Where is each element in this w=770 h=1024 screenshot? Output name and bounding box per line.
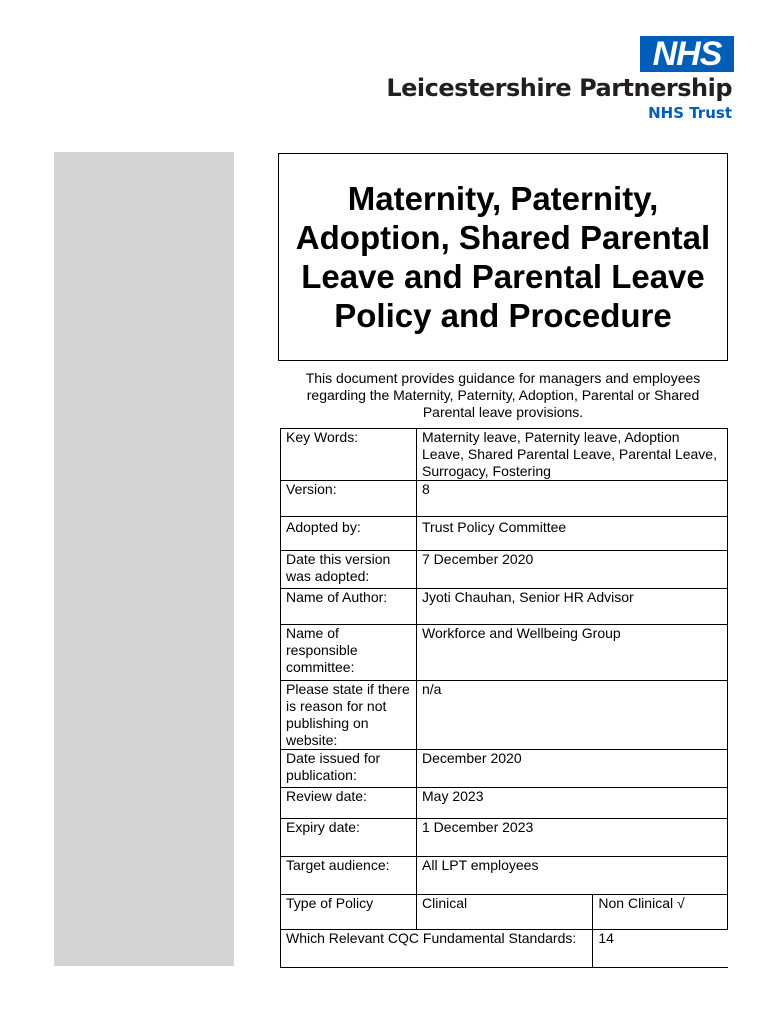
table-row [281,895,728,930]
table-row [281,930,728,968]
reason-label: Please state if there is reason for not publishing on website: [281,681,417,750]
reason-value: n/a [417,681,728,750]
expiry-value: 1 December 2023 [417,819,728,857]
key-words-label: Key Words: [281,429,417,481]
author-value: Jyoti Chauhan, Senior HR Advisor [417,589,728,625]
committee-label: Name of responsible committee: [281,625,417,681]
metadata-table [280,428,728,968]
version-label: Version: [281,481,417,517]
review-value: May 2023 [417,788,728,819]
intro-text: This document provides guidance for managers and employees regarding the Maternity, Paternity, Adoption, Parental or Shared Parental leave provisions. [305,370,701,420]
table-row [281,551,728,589]
policy-clinical: Clinical [417,895,593,930]
table-row [281,481,728,517]
table-row [281,857,728,895]
author-label: Name of Author: [281,589,417,625]
title-box [278,153,728,361]
table-row [281,429,728,481]
key-words-value: Maternity leave, Paternity leave, Adoption Leave, Shared Parental Leave, Parental Leave, Surrogacy, Fostering [417,429,728,481]
adopted-by-label: Adopted by: [281,517,417,551]
table-row [281,788,728,819]
cqc-label: Which Relevant CQC Fundamental Standards: [281,930,593,968]
table-row [281,625,728,681]
table-row [281,589,728,625]
table-row [281,517,728,551]
date-adopted-value: 7 December 2020 [417,551,728,589]
version-value: 8 [417,481,728,517]
org-subtitle: NHS Trust [648,104,732,122]
table-row [281,681,728,750]
nhs-logo: NHS [640,36,734,72]
table-row [281,819,728,857]
committee-value: Workforce and Wellbeing Group [417,625,728,681]
expiry-label: Expiry date: [281,819,417,857]
org-name: Leicestershire Partnership [386,74,732,102]
adopted-by-value: Trust Policy Committee [417,517,728,551]
document-title: Maternity, Paternity, Adoption, Shared Parental Leave and Parental Leave Policy and Procedure [295,180,711,334]
issued-label: Date issued for publication: [281,750,417,788]
table-row [281,750,728,788]
audience-value: All LPT employees [417,857,728,895]
issued-value: December 2020 [417,750,728,788]
review-label: Review date: [281,788,417,819]
policy-type-label: Type of Policy [281,895,417,930]
date-adopted-label: Date this version was adopted: [281,551,417,589]
audience-label: Target audience: [281,857,417,895]
side-bar [54,152,234,966]
cqc-value: 14 [593,930,728,968]
policy-non-clinical: Non Clinical √ [593,895,728,930]
